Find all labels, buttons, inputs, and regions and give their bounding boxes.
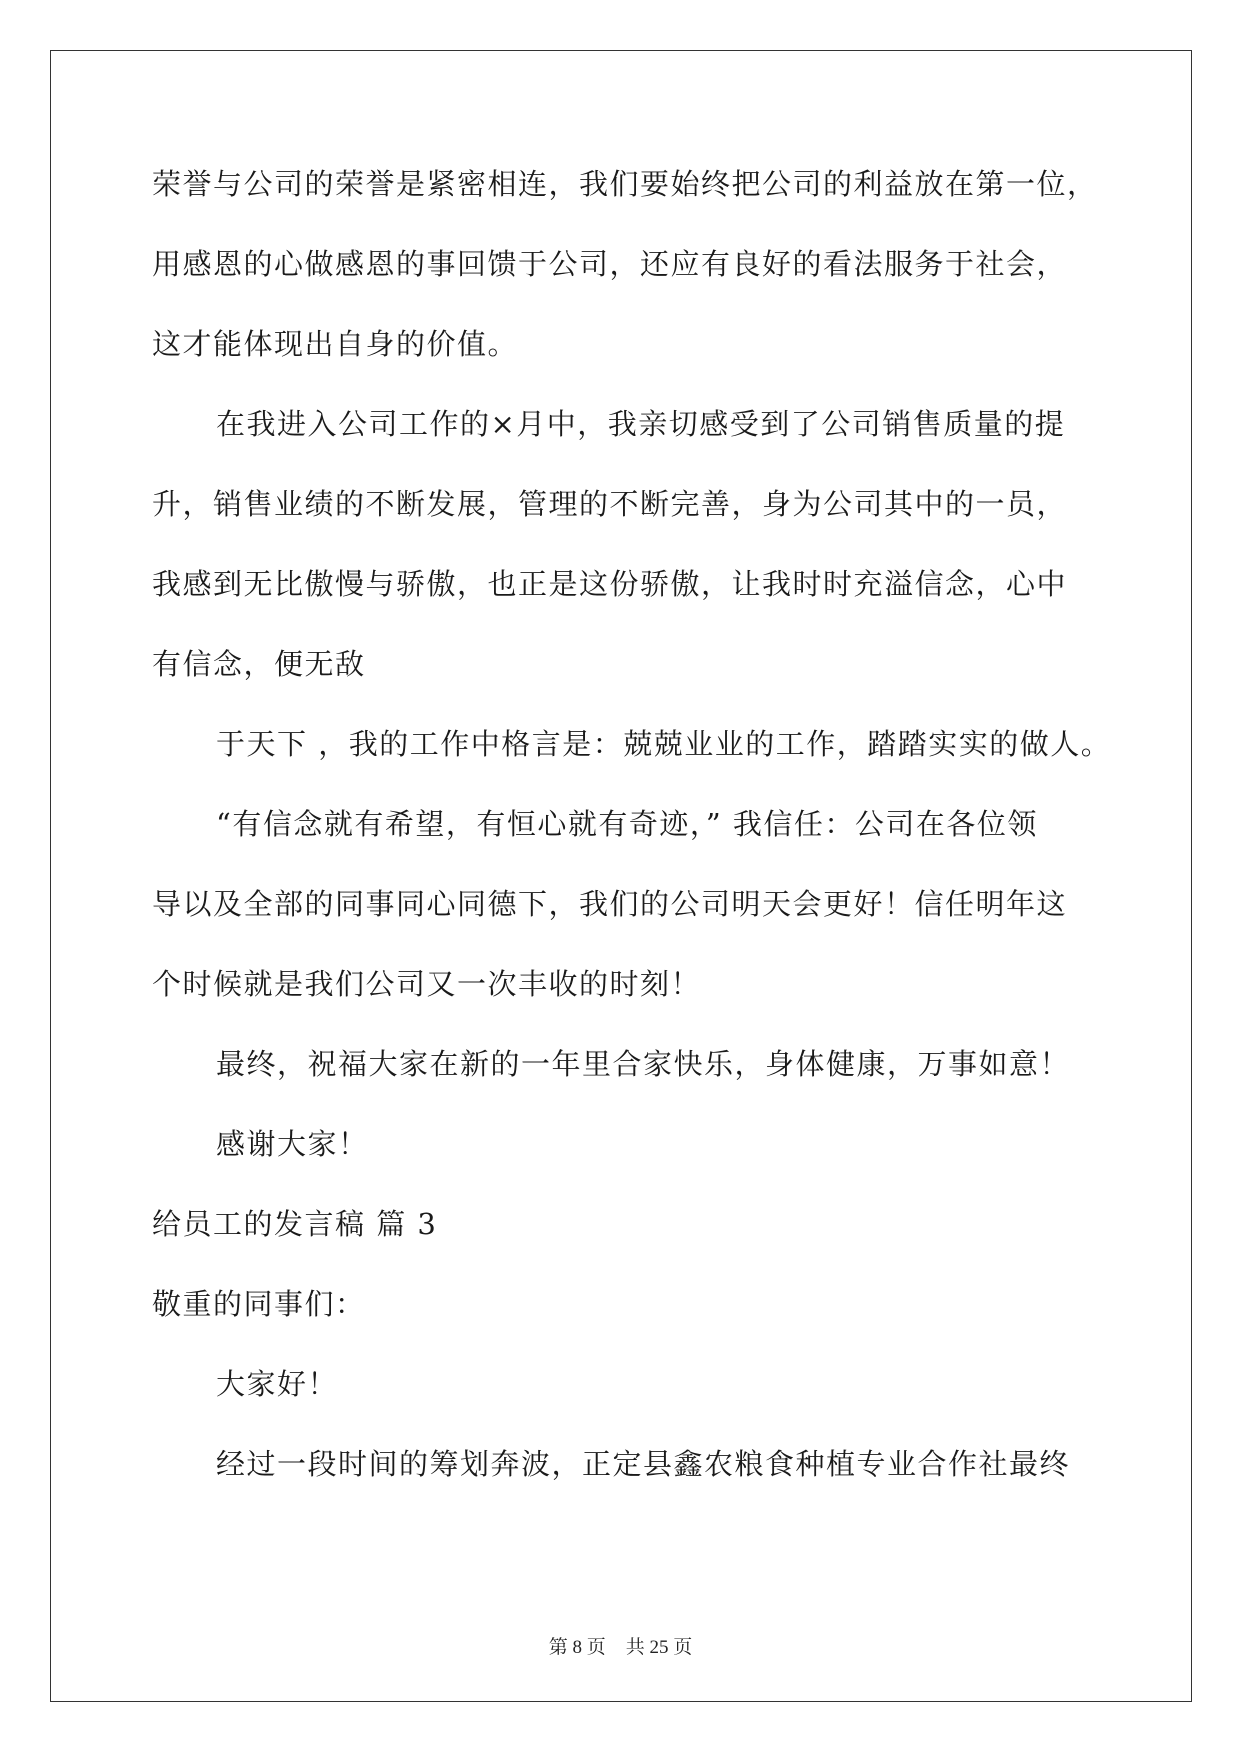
- salutation: 敬重的同事们：: [152, 1287, 366, 1321]
- text-line: 最终，祝福大家在新的一年里合家快乐，身体健康，万事如意！: [216, 1047, 1071, 1081]
- text-line: 经过一段时间的筹划奔波，正定县鑫农粮食种植专业合作社最终: [216, 1447, 1071, 1481]
- greeting: 大家好！: [216, 1367, 339, 1401]
- text-line: 有信念，便无敌: [152, 647, 366, 681]
- text-line: 在我进入公司工作的×月中，我亲切感受到了公司销售质量的提: [216, 407, 1066, 441]
- page-footer: [0, 1632, 1241, 1659]
- text-line: 升，销售业绩的不断发展，管理的不断完善，身为公司其中的一员，: [152, 487, 1068, 521]
- text-line: 导以及全部的同事同心同德下，我们的公司明天会更好！信任明年这: [152, 887, 1068, 921]
- text-line: 这才能体现出自身的价值。: [152, 327, 519, 361]
- text-line: 感谢大家！: [216, 1127, 369, 1161]
- page-number: 第 8 页: [548, 1637, 606, 1658]
- text-line: “有信念就有希望，有恒心就有奇迹，” 我信任：公司在各位领: [216, 807, 1038, 841]
- text-line: 用感恩的心做感恩的事回馈于公司，还应有良好的看法服务于社会，: [152, 247, 1068, 281]
- text-line: 荣誉与公司的荣誉是紧密相连，我们要始终把公司的利益放在第一位，: [152, 167, 1098, 201]
- section-heading: 给员工的发言稿 篇 3: [152, 1207, 438, 1241]
- text-line: 我感到无比傲慢与骄傲，也正是这份骄傲，让我时时充溢信念，心中: [152, 567, 1068, 601]
- text-line: 个时候就是我们公司又一次丰收的时刻！: [152, 967, 702, 1001]
- text-line: 于天下 ，我的工作中格言是：兢兢业业的工作，踏踏实实的做人。: [216, 727, 1112, 761]
- page-total: 共 25 页: [625, 1637, 693, 1658]
